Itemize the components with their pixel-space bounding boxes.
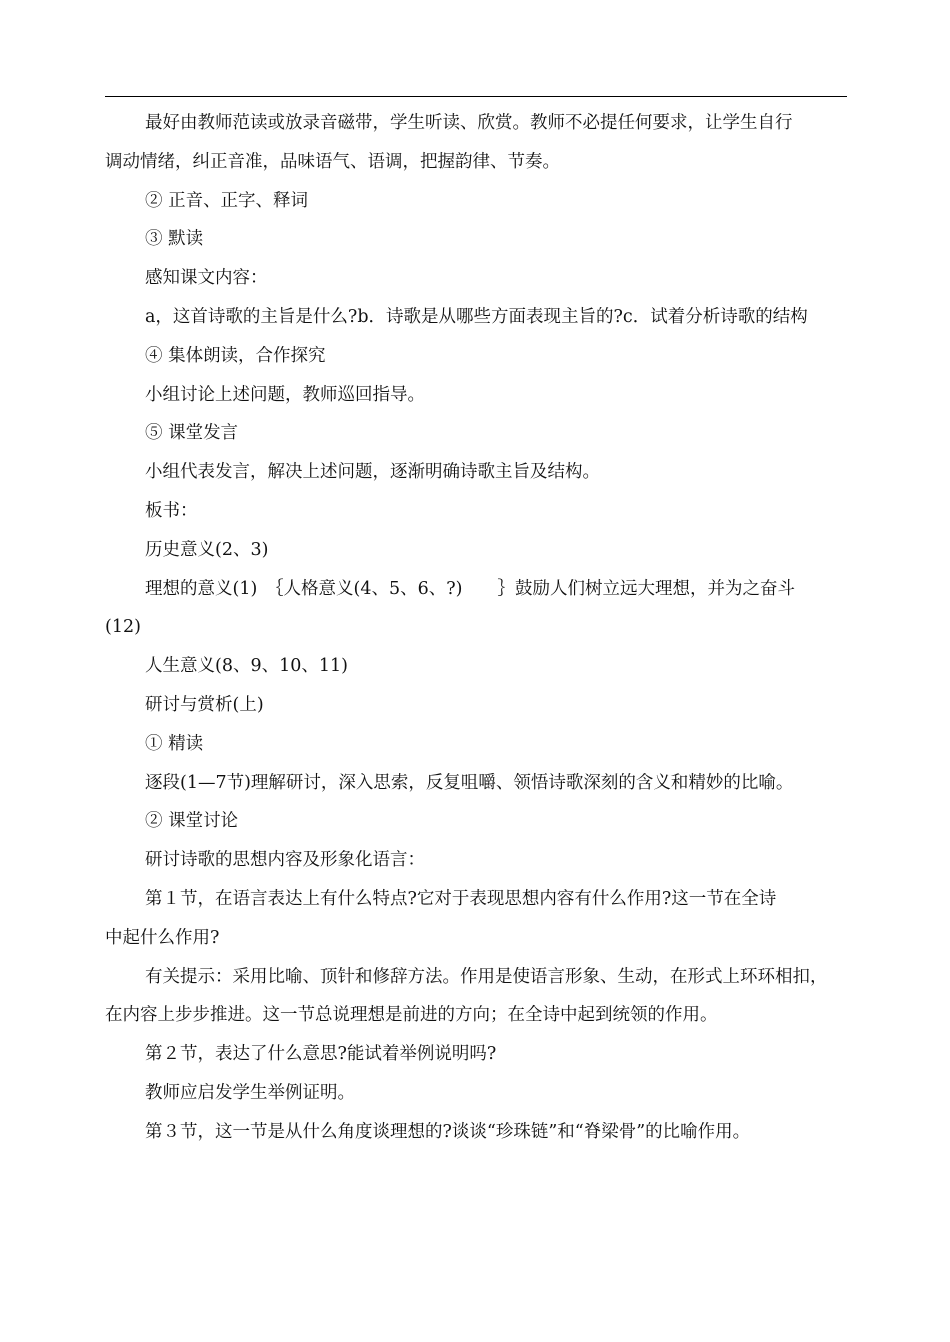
step-intensive-reading: ① 精读: [145, 733, 204, 754]
paragraph-discussion-topic: 研讨诗歌的思想内容及形象化语言：: [145, 850, 425, 871]
board-historical-meaning: 历史意义(2、3): [145, 539, 269, 560]
hint-section-1: 有关提示：采用比喻、顶针和修辞方法。作用是使语言形象、生动，在形式上环环相扣，: [145, 966, 828, 987]
hint-section-2: 教师应启发学生举例证明。: [145, 1082, 355, 1103]
step-class-discussion: ② 课堂讨论: [145, 811, 239, 832]
heading-perceive-content: 感知课文内容：: [145, 268, 268, 289]
heading-blackboard: 板书：: [145, 500, 198, 521]
paragraph-reading-intro-cont: 调动情绪，纠正音准，品味语气、语调，把握韵律、节奏。: [105, 151, 560, 172]
board-life-meaning: 人生意义(8、9、10、11): [145, 656, 348, 677]
paragraph-reading-intro: 最好由教师范读或放录音磁带，学生听读、欣赏。教师不必提任何要求，让学生自行: [145, 113, 793, 133]
hint-section-1-cont: 在内容上步步推进。这一节总说理想是前进的方向；在全诗中起到统领的作用。: [105, 1005, 718, 1026]
step-class-speech: ⑤ 课堂发言: [145, 423, 239, 444]
step-group-reading: ④ 集体朗读，合作探究: [145, 345, 326, 366]
paragraph-group-discussion: 小组讨论上述问题，教师巡回指导。: [145, 384, 425, 405]
paragraph-representative-speech: 小组代表发言，解决上述问题，逐渐明确诗歌主旨及结构。: [145, 462, 600, 483]
step-correct-pronunciation: ② 正音、正字、释词: [145, 190, 309, 211]
step-silent-reading: ③ 默读: [145, 229, 204, 250]
heading-study-analysis: 研讨与赏析(上): [145, 694, 264, 715]
paragraph-section-study: 逐段(1—7节)理解研讨，深入思索，反复咀嚼、领悟诗歌深刻的含义和精妙的比喻。: [145, 772, 794, 793]
question-section-1-cont: 中起什么作用?: [105, 927, 220, 948]
question-section-1: 第１节，在语言表达上有什么特点?它对于表现思想内容有什么作用?这一节在全诗: [145, 888, 777, 909]
board-ideal-meaning: 理想的意义(1) ｛人格意义(4、5、6、?) ｝鼓励人们树立远大理想，并为之奋斗: [145, 578, 795, 599]
document-body: [105, 104, 847, 1152]
board-ideal-meaning-cont: (12): [105, 617, 141, 638]
question-section-2: 第２节，表达了什么意思?能试着举例说明吗?: [145, 1044, 497, 1065]
question-section-3: 第３节，这一节是从什么角度谈理想的?谈谈“珍珠链”和“脊梁骨”的比喻作用。: [145, 1121, 751, 1142]
questions-line: a，这首诗歌的主旨是什么?b．诗歌是从哪些方面表现主旨的?c．试着分析诗歌的结构: [145, 306, 808, 327]
header-rule: [105, 96, 847, 97]
